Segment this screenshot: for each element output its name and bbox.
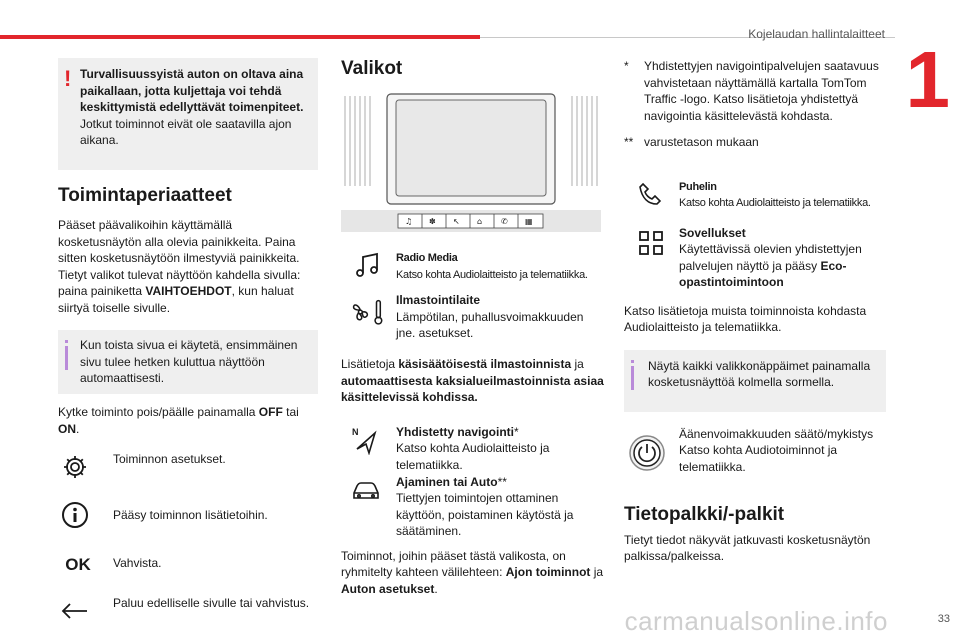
car-icon [349,474,383,506]
funcs-mid: ja [590,565,604,579]
intro-2-post: , kun haluat siirtyä toiselle sivulle. [58,284,294,315]
phone-title: Puhelin [679,180,717,193]
funcs-pre: Toiminnot, joihin pääset tästä valikosta, on ryhmitelty kahteen välilehteen: [341,548,566,579]
item-info [58,499,318,543]
ok-text: Vahvista. [113,556,162,570]
fn2-mark: ** [624,135,634,149]
warning-box [58,58,318,170]
warning-title: Turvallisuussyistä auton on oltava aina paikallaan, jotta kuljettaja voi tehdä keskittymistä edellyttävät toimenpiteet. [80,67,304,114]
toggle-mid: tai [282,405,299,419]
power-knob-icon [626,432,668,474]
column-2 [341,58,603,80]
apps-text-bold: Eco-opastintoimintoon [679,258,847,289]
item-ok [58,549,318,591]
more-pre: Lisätietoja [341,357,399,371]
navigation-arrow-icon [349,424,383,456]
toggle-post: . [76,421,80,436]
back-arrow-icon [58,595,92,627]
funcs-b1: Ajon toiminnot [505,565,591,579]
heading-menus: Valikot [341,58,403,79]
item-navigation [341,424,606,474]
gear-icon [58,451,92,483]
chapter-number: 1 [905,35,950,124]
item-driving [341,474,606,542]
functions-text [341,548,606,598]
more-b2: automaattisesta kaksialueilmastoinnista asiaa käsittelevissä kohdissa. [341,373,604,404]
item-settings [58,451,318,495]
svg-text:♫: ♫ [405,217,413,226]
more-b1: käsisäätöisestä ilmastoinnista [398,357,572,371]
item-back [58,595,318,635]
footnote-2 [624,134,886,151]
svg-text:⌂: ⌂ [477,217,483,226]
section-title: Kojelaudan hallintalaitteet [748,27,885,41]
column-1 [58,58,318,635]
svg-text:▦: ▦ [525,217,533,226]
touchscreen-illustration [341,90,601,232]
svg-text:N: N [352,426,359,437]
driving-block [396,474,601,540]
intro-1: Pääset päävalikoihin käyttämällä kosketusnäytön alla olevia painikkeita. Paina sitten kosketusnäytöön ilmestyviä painikkeita. [58,218,300,265]
climate-block [396,292,601,342]
info-box-1 [58,330,318,394]
climate-more [341,356,606,406]
item-radio [341,250,606,292]
apps-title: Sovellukset [679,225,746,240]
phone-icon [634,179,668,211]
funcs-post: . [434,581,438,596]
phone-block [679,179,871,212]
more-mid: ja [571,357,584,371]
warning-text: Jotkut toiminnot eivät ole saatavilla ajon aikana. [80,116,292,147]
climate-text: Lämpötilan, puhallusvoimakkuuden jne. asetukset. [396,309,584,340]
info-box-2 [624,350,886,412]
settings-text: Toiminnon asetukset. [113,452,226,466]
nav-text: Katso kohta Audiolaitteisto ja telematiikka. [396,441,550,472]
intro-2: Tietyt valikot tulevat näyttöön kahdella sivulla: paina painiketta [58,267,301,298]
column-2-body [341,250,606,597]
nav-title: Yhdistetty navigointi [396,424,515,439]
toggle-on: ON [58,421,76,436]
nav-block [396,424,601,474]
info-icon [65,346,68,370]
driving-title: Ajaminen tai Auto [396,474,498,489]
info-text-1: Kun toista sivua ei käytetä, ensimmäinen sivu tulee hetken kuluttua näyttöön automaattisesti. [80,338,298,385]
driving-text: Tiettyjen toimintojen ottaminen käyttöön, poistaminen käytöstä ja säätäminen. [396,491,574,538]
svg-text:✆: ✆ [501,217,508,226]
fan-thermometer-icon [347,296,387,328]
fn2-text: varustetason mukaan [644,135,759,149]
info-item-text: Pääsy toiminnon lisätietoihin. [113,508,268,522]
info-icon-2 [631,366,634,390]
info-text-2: Näytä kaikki valikkonäppäimet painamalla kosketusnäyttöä kolmella sormella. [648,358,871,389]
item-power [624,426,886,484]
ok-icon: OK [65,554,91,574]
apps-block [679,225,884,291]
driving-mark: ** [497,474,507,489]
heading-infobar: Tietopalkki/-palkit [624,503,785,525]
intro-2-bold: VAIHTOEHDOT [145,284,232,298]
see-more-text: Katso lisätietoja muista toiminnoista kohdasta Audiolaitteisto ja telematiikka. [624,303,867,334]
info-circle-icon [58,499,92,531]
intro-text [58,217,318,316]
header-red-bar [0,35,480,39]
phone-text: Katso kohta Audiolaitteisto ja telematiikka. [679,197,871,209]
heading-principles: Toimintaperiaatteet [58,185,232,206]
radio-text: Katso kohta Audiolaitteisto ja telematiikka. [396,268,588,281]
fn1-mark: * [624,59,629,73]
fn1-text: Yhdistettyjen navigointipalvelujen saatavuus vahvistetaan näyttämällä kartalla TomTom Traffic -logo. Katso lisätietoja yhdistettyä navigointia käsittelevästä kohdasta. [644,59,879,123]
power-text: Äänenvoimakkuuden säätö/mykistys Katso kohta Audiotoiminnot ja telematiikka. [679,426,874,474]
radio-title: Radio Media [396,252,458,264]
svg-text:✽: ✽ [429,217,436,226]
info-dot [65,340,68,343]
watermark: carmanualsonline.info [624,606,888,636]
warning-icon: ! [64,66,72,91]
info-dot-2 [631,360,634,363]
apps-grid-icon [634,227,668,259]
apps-text: Käytettävissä olevien yhdistettyjen palvelujen näyttö ja pääsy [679,242,862,273]
climate-title: Ilmastointilaite [396,293,481,307]
footnote-1 [624,58,886,124]
toggle-text [58,404,318,437]
nav-mark: * [514,424,519,439]
infobar-text: Tietyt tiedot näkyvät jatkuvasti kosketusnäytön palkissa/palkeissa. [624,532,871,563]
item-apps [624,225,886,303]
column-3 [624,58,886,565]
back-text: Paluu edelliselle sivulle tai vahvistus. [113,596,310,610]
funcs-b2: Auton asetukset [341,581,435,596]
toggle-pre: Kytke toiminto pois/päälle painamalla [58,405,259,419]
svg-text:↖: ↖ [453,217,460,226]
music-note-icon [351,250,385,282]
item-climate [341,292,606,348]
radio-block [396,250,588,283]
page-number: 33 [937,613,950,625]
toggle-off: OFF [258,405,283,419]
item-phone [624,179,886,225]
